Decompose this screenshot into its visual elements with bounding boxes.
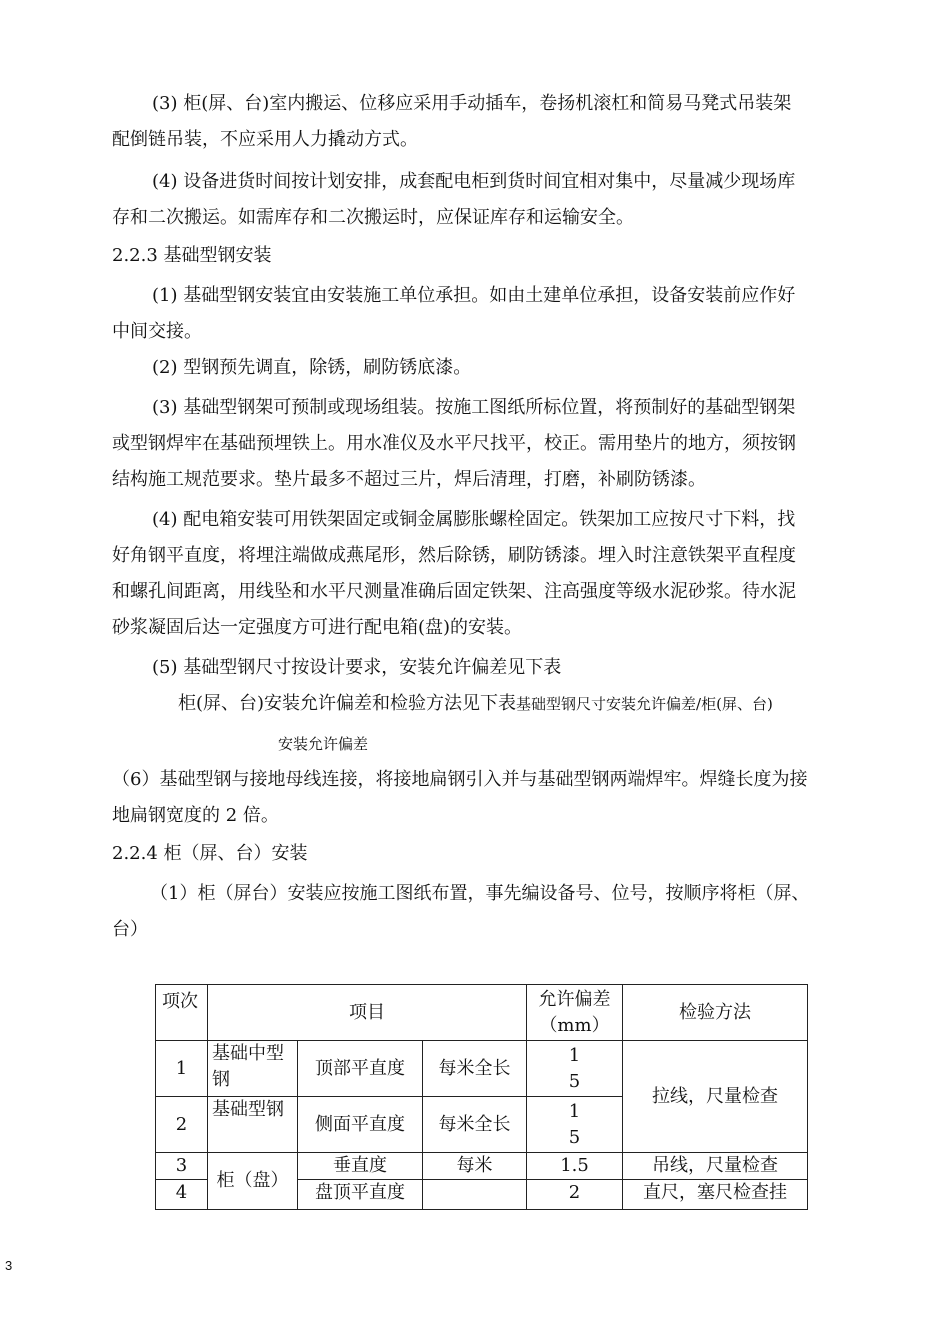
row-4-method: 直尺，塞尺检查挂 xyxy=(623,1180,808,1210)
row-2-no: 2 xyxy=(156,1097,208,1153)
row-3-no: 3 xyxy=(156,1153,208,1180)
caption-part-b: 基础型钢尺寸安装允许偏差/柜(屏、台) xyxy=(516,695,773,713)
row-3-4-group: 柜（盘） xyxy=(208,1153,298,1210)
para-3-line-2: 配倒链吊装，不应采用人力撬动方式。 xyxy=(112,129,418,150)
item-4-line-4: 砂浆凝固后达一定强度方可进行配电箱(盘)的安装。 xyxy=(112,617,523,638)
table-header-row xyxy=(156,985,808,1041)
header-item-no: 项次 xyxy=(156,985,208,1041)
deviation-table xyxy=(155,984,808,1210)
header-item: 项目 xyxy=(208,985,527,1041)
header-method: 检验方法 xyxy=(623,985,808,1041)
row-1-deviation-a: 1 xyxy=(568,1044,581,1066)
row-3-unit: 每米 xyxy=(423,1153,527,1180)
item-3-line-1: (3) 基础型钢架可预制或现场组装。按施工图纸所标位置，将预制好的基础型钢架 xyxy=(152,397,796,418)
row-3-deviation: 1.5 xyxy=(527,1153,623,1180)
section-heading-2-2-4: 2.2.4 柜（屏、台）安装 xyxy=(112,843,308,864)
cabinet-item-1-line-1: （1）柜（屏台）安装应按施工图纸布置，事先编设备号、位号，按顺序将柜（屏、 xyxy=(150,883,810,904)
row-1-unit: 每米全长 xyxy=(423,1041,527,1097)
row-1-deviation xyxy=(527,1041,623,1097)
item-3-line-3: 结构施工规范要求。垫片最多不超过三片，焊后清理，打磨，补刷防锈漆。 xyxy=(112,469,706,490)
row-2-deviation-b: 5 xyxy=(568,1126,581,1148)
para-4-line-1: (4) 设备进货时间按计划安排，成套配电柜到货时间宜相对集中，尽量减少现场库 xyxy=(152,171,796,192)
item-2-line-1: (2) 型钢预先调直，除锈，刷防锈底漆。 xyxy=(152,357,472,378)
item-4-line-3: 和螺孔间距离，用线坠和水平尺测量准确后固定铁架、注高强度等级水泥砂浆。待水泥 xyxy=(112,581,796,602)
item-1-line-1: (1) 基础型钢安装宜由安装施工单位承担。如由土建单位承担，设备安装前应作好 xyxy=(152,285,796,306)
item-4-line-2: 好角钢平直度，将埋注端做成燕尾形，然后除锈，刷防锈漆。埋入时注意铁架平直程度 xyxy=(112,545,796,566)
row-4-no: 4 xyxy=(156,1180,208,1210)
row-2-deviation-a: 1 xyxy=(568,1100,581,1122)
row-3-method: 吊线，尺量检查 xyxy=(623,1153,808,1180)
row-1-group: 基础中型钢 xyxy=(208,1041,298,1097)
row-1-2-method: 拉线，尺量检查 xyxy=(623,1041,808,1153)
item-5-line-1: (5) 基础型钢尺寸按设计要求，安装允许偏差见下表 xyxy=(152,657,562,678)
row-4-item: 盘顶平直度 xyxy=(298,1180,423,1210)
caption-line-2: 安装允许偏差 xyxy=(278,735,369,753)
row-4-unit xyxy=(423,1180,527,1210)
row-4-deviation: 2 xyxy=(527,1180,623,1210)
item-4-line-1: (4) 配电箱安装可用铁架固定或铜金属膨胀螺栓固定。铁架加工应按尺寸下料，找 xyxy=(152,509,796,530)
item-3-line-2: 或型钢焊牢在基础预埋铁上。用水准仪及水平尺找平，校正。需用垫片的地方，须按钢 xyxy=(112,433,796,454)
section-heading-2-2-3: 2.2.3 基础型钢安装 xyxy=(112,245,272,266)
caption-line-1 xyxy=(178,692,773,716)
para-3-line-1: (3) 柜(屏、台)室内搬运、位移应采用手动插车，卷扬机滚杠和简易马凳式吊装架 xyxy=(152,93,792,114)
row-2-unit: 每米全长 xyxy=(423,1097,527,1153)
item-6-line-1: （6）基础型钢与接地母线连接，将接地扁钢引入并与基础型钢两端焊牢。焊缝长度为接 xyxy=(112,769,808,790)
table-row xyxy=(156,1041,808,1097)
item-1-line-2: 中间交接。 xyxy=(112,321,202,342)
row-2-deviation xyxy=(527,1097,623,1153)
table-row xyxy=(156,1153,808,1180)
row-2-item: 侧面平直度 xyxy=(298,1097,423,1153)
header-deviation-unit: （mm） xyxy=(539,1014,610,1036)
row-1-deviation-b: 5 xyxy=(568,1070,581,1092)
item-6-line-2: 地扁钢宽度的 2 倍。 xyxy=(112,805,279,826)
row-2-group: 基础型钢 xyxy=(208,1097,298,1153)
row-3-item: 垂直度 xyxy=(298,1153,423,1180)
row-1-item: 顶部平直度 xyxy=(298,1041,423,1097)
row-1-no: 1 xyxy=(156,1041,208,1097)
caption-part-a: 柜(屏、台)安装允许偏差和检验方法见下表 xyxy=(178,693,517,714)
cabinet-item-1-line-2: 台） xyxy=(112,919,148,940)
header-deviation xyxy=(527,985,623,1041)
page-number: 3 xyxy=(5,1258,13,1273)
para-4-line-2: 存和二次搬运。如需库存和二次搬运时，应保证库存和运输安全。 xyxy=(112,207,634,228)
header-deviation-label: 允许偏差 xyxy=(538,988,611,1010)
